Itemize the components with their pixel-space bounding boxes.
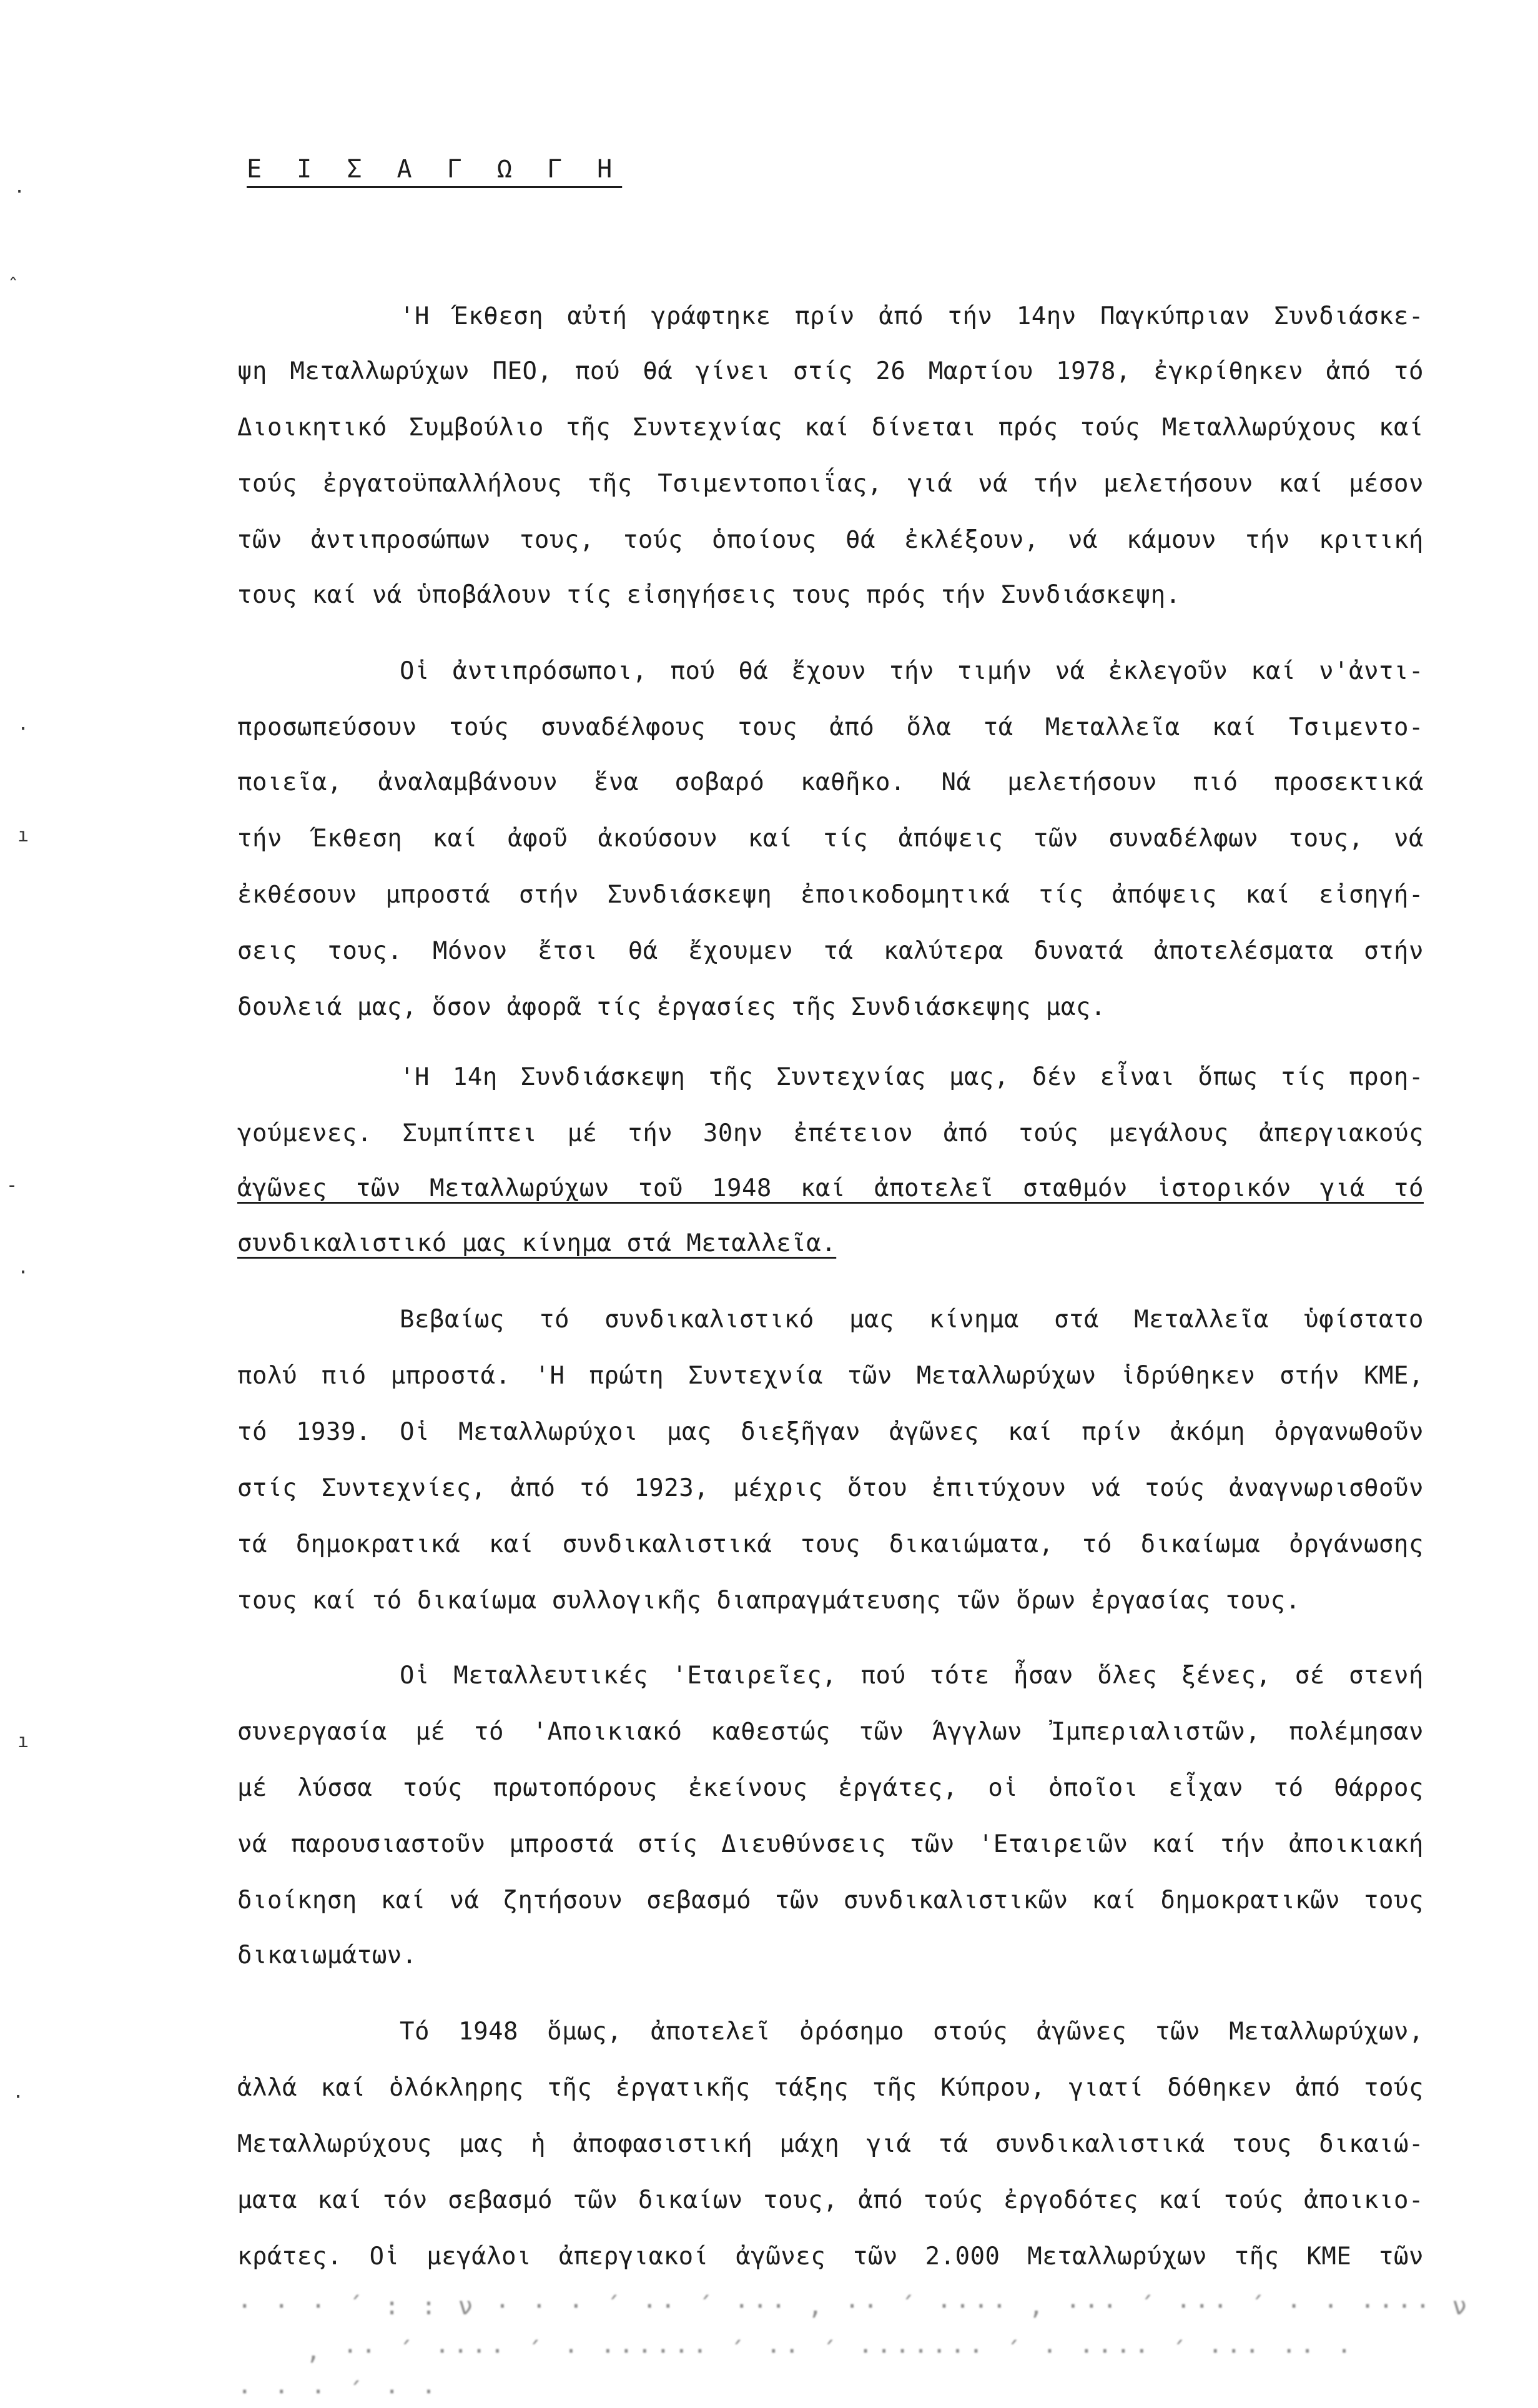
faded-text-line: , ·· ΄ ···· ΄ · ······ ΄ ·· ΄ ······· ΄ · ···· ΄ ··· ·· · — [306, 2337, 1356, 2366]
text-line: ἐκθέσουν μπροστά στήν Συνδιάσκεψη ἐποικοδομητικά τίς ἀπόψεις καί εἰσηγή- — [237, 881, 1424, 909]
text-line: στίς Συντεχνίες, ἀπό τό 1923, μέχρις ὅτου ἐπιτύχουν νά τούς ἀναγνωρισθοῦν — [237, 1474, 1424, 1502]
text-line: κράτες. Οἱ μεγάλοι ἀπεργιακοί ἀγῶνες τῶν 2.000 Μεταλλωρύχων τῆς ΚΜΕ τῶν — [237, 2242, 1424, 2271]
text-line: Οἱ ἀντιπρόσωποι, πού θά ἔχουν τήν τιμήν νά ἐκλεγοῦν καί ν'ἀντι- — [400, 657, 1424, 685]
text-line: διοίκηση καί νά ζητήσουν σεβασμό τῶν συνδικαλιστικῶν καί δημοκρατικῶν τους — [237, 1886, 1424, 1915]
text-line: Οἱ Μεταλλευτικές 'Εταιρεῖες, πού τότε ἦσαν ὅλες ξένες, σέ στενή — [400, 1662, 1424, 1690]
text-line: 'Η Έκθεση αὐτή γράφτηκε πρίν ἀπό τήν 14ην Παγκύπριαν Συνδιάσκε- — [400, 302, 1424, 330]
text-line: Διοικητικό Συμβούλιο τῆς Συντεχνίας καί δίνεται πρός τούς Μεταλλωρύχους καί — [237, 414, 1424, 442]
scan-speck: - — [6, 1174, 18, 1196]
text-line: ἀγῶνες τῶν Μεταλλωρύχων τοῦ 1948 καί ἀποτελεῖ σταθμόν ἱστορικόν γιά τό — [237, 1174, 1424, 1202]
text-line: δικαιωμάτων. — [237, 1941, 417, 1970]
scan-speck: ˆ — [7, 275, 19, 297]
text-line: μέ λύσσα τούς πρωτοπόρους ἐκείνους ἐργάτες, οἱ ὁποῖοι εἶχαν τό θάρρος — [237, 1774, 1424, 1802]
text-line: συνεργασία μέ τό 'Αποικιακό καθεστώς τῶν Άγγλων Ἰμπεριαλιστῶν, πολέμησαν — [237, 1718, 1424, 1746]
text-line: προσωπεύσουν τούς συναδέλφους τους ἀπό ὅλα τά Μεταλλεῖα καί Τσιμεντο- — [237, 713, 1424, 741]
text-line: Μεταλλωρύχους μας ἡ ἀποφασιστική μάχη γιά τά συνδικαλιστικά τους δικαιώ- — [237, 2130, 1424, 2158]
text-line: τῶν ἀντιπροσώπων τους, τούς ὁποίους θά ἐκλέξουν, νά κάμουν τήν κριτική — [237, 526, 1424, 554]
text-line: πολύ πιό μπροστά. 'Η πρώτη Συντεχνία τῶν Μεταλλωρύχων ἱδρύθηκεν στήν ΚΜΕ, — [237, 1362, 1424, 1390]
text-line: τό 1939. Οἱ Μεταλλωρύχοι μας διεξῆγαν ἀγῶνες καί πρίν ἀκόμη ὀργανωθοῦν — [237, 1418, 1424, 1446]
text-line: συνδικαλιστικό μας κίνημα στά Μεταλλεῖα. — [237, 1229, 837, 1257]
scan-speck: · — [14, 181, 26, 203]
text-line: νά παρουσιαστοῦν μπροστά στίς Διευθύνσεις τῶν 'Εταιρειῶν καί τήν ἀποικιακή — [237, 1830, 1424, 1858]
page-title: Ε Ι Σ Α Γ Ω Γ Η — [247, 155, 623, 184]
text-line: 'Η 14η Συνδιάσκεψη τῆς Συντεχνίας μας, δέν εἶναι ὅπως τίς προη- — [400, 1063, 1424, 1091]
text-line: τήν Έκθεση καί ἀφοῦ ἀκούσουν καί τίς ἀπόψεις τῶν συναδέλφων τους, νά — [237, 825, 1424, 853]
text-line: ματα καί τόν σεβασμό τῶν δικαίων τους, ἀπό τούς ἐργοδότες καί τούς ἀποικιο- — [237, 2186, 1424, 2214]
scan-speck: ı — [17, 825, 29, 846]
text-line: Βεβαίως τό συνδικαλιστικό μας κίνημα στά Μεταλλεῖα ὑφίστατο — [400, 1306, 1424, 1334]
faded-text-line: · · · ΄ : : ν · · · ΄ ·· ΄ ··· , ·· ΄ ···· , ··· ΄ ··· ΄ · · ···· ν — [237, 2292, 1471, 2321]
text-line: σεις τους. Μόνον ἔτσι θά ἔχουμεν τά καλύτερα δυνατά ἀποτελέσματα στήν — [237, 937, 1424, 965]
text-line: Τό 1948 ὅμως, ἀποτελεῖ ὀρόσημο στούς ἀγῶνες τῶν Μεταλλωρύχων, — [400, 2018, 1424, 2046]
faded-text-line: · · · ΄ · · — [237, 2378, 440, 2406]
text-line: δουλειά μας, ὅσον ἀφορᾶ τίς ἐργασίες τῆς Συνδιάσκεψης μας. — [237, 993, 1106, 1021]
scan-speck: ı — [17, 1730, 29, 1752]
text-line: τους καί νά ὑποβάλουν τίς εἰσηγήσεις τους πρός τήν Συνδιάσκεψη. — [237, 581, 1181, 609]
text-line: τά δημοκρατικά καί συνδικαλιστικά τους δικαιώματα, τό δικαίωμα ὀργάνωσης — [237, 1530, 1424, 1558]
text-line: ἀλλά καί ὁλόκληρης τῆς ἐργατικῆς τάξης τῆς Κύπρου, γιατί δόθηκεν ἀπό τούς — [237, 2074, 1424, 2102]
text-line: ποιεῖα, ἀναλαμβάνουν ἕνα σοβαρό καθῆκο. Νά μελετήσουν πιό προσεκτικά — [237, 768, 1424, 796]
scan-speck: · — [17, 1262, 29, 1284]
scan-speck: · — [17, 718, 29, 740]
text-line: ψη Μεταλλωρύχων ΠΕΟ, πού θά γίνει στίς 26 Μαρτίου 1978, ἐγκρίθηκεν ἀπό τό — [237, 357, 1424, 385]
text-line: γούμενες. Συμπίπτει μέ τήν 30ην ἐπέτειον ἀπό τούς μεγάλους ἀπεργιακούς — [237, 1119, 1424, 1147]
text-line: τούς ἐργατοϋπαλλήλους τῆς Τσιμεντοποιΐας, γιά νά τήν μελετήσουν καί μέσον — [237, 470, 1424, 498]
text-line: τους καί τό δικαίωμα συλλογικῆς διαπραγμάτευσης τῶν ὅρων ἐργασίας τους. — [237, 1587, 1301, 1615]
scan-speck: · — [12, 2086, 24, 2108]
